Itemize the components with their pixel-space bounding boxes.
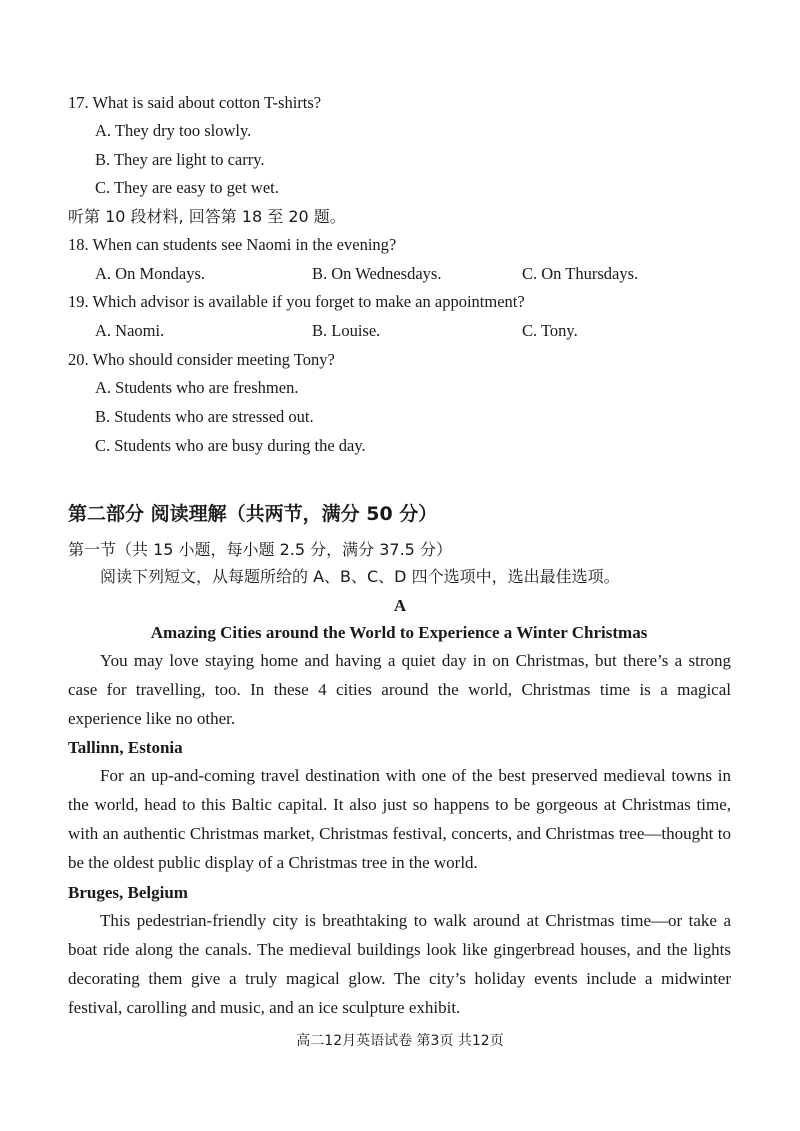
section-heading: 第一节（共 15 小题，每小题 2.5 分，满分 37.5 分） xyxy=(68,540,452,559)
passage-intro-paragraph xyxy=(68,646,731,733)
question-20-option-b: B. Students who are stressed out. xyxy=(95,407,314,426)
question-20-option-a: A. Students who are freshmen. xyxy=(95,378,299,397)
question-18-option-a: A. On Mondays. xyxy=(95,264,205,283)
question-20-stem: 20. Who should consider meeting Tony? xyxy=(68,350,335,369)
city-1-paragraph xyxy=(68,761,731,877)
question-19-option-c: C. Tony. xyxy=(522,321,578,340)
question-20-option-c: C. Students who are busy during the day. xyxy=(95,436,366,455)
reading-instruction: 阅读下列短文，从每题所给的 A、B、C、D 四个选项中，选出最佳选项。 xyxy=(100,567,620,586)
passage-letter: A xyxy=(393,596,407,615)
question-17-option-c: C. They are easy to get wet. xyxy=(95,178,279,197)
question-19-option-a: A. Naomi. xyxy=(95,321,165,340)
city-1-text: For an up-and-coming travel destination with one of the best preserved medieval towns in the world, head to this Baltic capital. It also just so happens to be gorgeous at Christmas time, with an authentic Christmas market, Christmas festival, concerts, and Christmas tree—thought to be the oldest public display of a Christmas tree in the world. xyxy=(68,766,731,872)
question-18-stem: 18. When can students see Naomi in the evening? xyxy=(68,235,397,254)
question-17-option-a: A. They dry too slowly. xyxy=(95,121,252,140)
question-17-option-b: B. They are light to carry. xyxy=(95,150,265,169)
page-footer: 高二12月英语试卷 第3页 共12页 xyxy=(296,1033,504,1049)
passage-title: Amazing Cities around the World to Experience a Winter Christmas xyxy=(150,623,648,642)
passage-intro-text: You may love staying home and having a quiet day in on Christmas, but there’s a strong case for travelling, too. In these 4 cities around the world, Christmas time is a magical experience like no other. xyxy=(68,651,731,728)
question-19-stem: 19. Which advisor is available if you forget to make an appointment? xyxy=(68,292,525,311)
city-2-paragraph xyxy=(68,906,731,1022)
question-18-option-c: C. On Thursdays. xyxy=(522,264,639,283)
city-2-name: Bruges, Belgium xyxy=(68,883,188,902)
city-1-name: Tallinn, Estonia xyxy=(68,738,183,757)
question-19-option-b: B. Louise. xyxy=(312,321,381,340)
part-heading: 第二部分 阅读理解（共两节，满分 50 分） xyxy=(68,503,438,525)
city-2-text: This pedestrian-friendly city is breathtaking to walk around at Christmas time—or take a boat ride along the canals. The medieval buildings look like gingerbread houses, and the lights decorating them give a truly magical glow. The city’s holiday events include a midwinter festival, carolling and music, and an ice sculpture exhibit. xyxy=(68,911,731,1017)
listening-instruction: 听第 10 段材料, 回答第 18 至 20 题。 xyxy=(68,207,346,226)
question-18-option-b: B. On Wednesdays. xyxy=(312,264,442,283)
question-17-stem: 17. What is said about cotton T-shirts? xyxy=(68,93,322,112)
